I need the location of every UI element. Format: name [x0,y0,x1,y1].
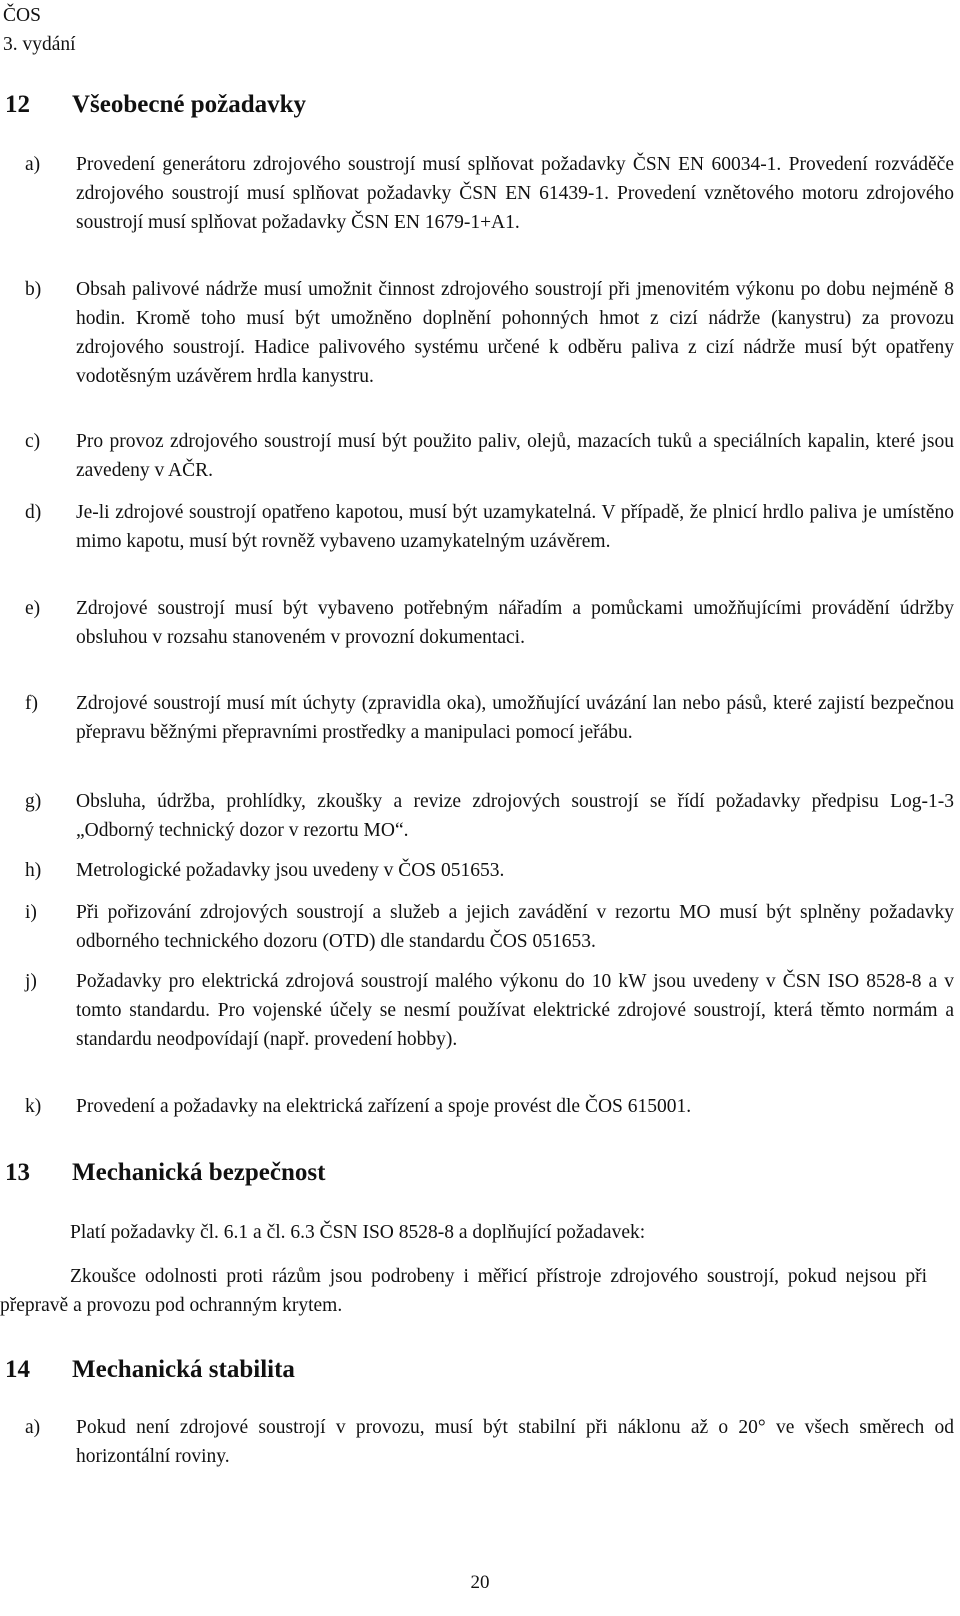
item-text: Pokud není zdrojové soustrojí v provozu, musí být stabilní při náklonu až o 20° ve všech směrech od horizontální roviny. [76,1417,954,1467]
section-number: 14 [5,1356,30,1383]
item-text: Je-li zdrojové soustrojí opatřeno kapotou, musí být uzamykatelná. V případě, že plnicí hrdlo paliva je umístěno mimo kapotu, musí být rovněž vybaveno uzamykatelným uzávěrem. [76,502,954,552]
item-text: Zdrojové soustrojí musí být vybaveno potřebným nářadím a pomůckami umožňujícími provádění údržby obsluhou v rozsahu stanoveném v provozní dokumentaci. [76,598,954,648]
list-item-12f [25,689,960,747]
section-number: 12 [5,91,30,118]
section-13-paragraph-1: Platí požadavky čl. 6.1 a čl. 6.3 ČSN ISO 8528-8 a doplňující požadavek: [70,1222,646,1243]
section-title: Mechanická stabilita [72,1356,295,1383]
item-label: a) [25,1417,41,1438]
item-text: Pro provoz zdrojového soustrojí musí být použito paliv, olejů, mazacích tuků a speciálních kapalin, které jsou zavedeny v AČR. [76,431,954,481]
section-heading-13 [5,1158,325,1188]
section-title: Mechanická bezpečnost [72,1159,326,1186]
item-label: c) [25,431,41,452]
section-13-paragraph-2: Zkoušce odolnosti proti rázům jsou podrobeny i měřicí přístroje zdrojového soustrojí, pokud nejsou při přepravě a provozu pod ochranným krytem. [0,1266,927,1316]
item-text: Provedení generátoru zdrojového soustrojí musí splňovat požadavky ČSN EN 60034-1. Provedení rozváděče zdrojového soustrojí musí splňovat požadavky ČSN EN 61439-1. Provedení vznětového motoru zdrojového soustrojí musí splňovat požadavky ČSN EN 1679-1+A1. [76,154,954,233]
list-item-12g [25,787,960,845]
item-text: Metrologické požadavky jsou uvedeny v ČOS 051653. [76,860,505,881]
list-item-12d [25,498,960,556]
item-text: Při pořizování zdrojových soustrojí a služeb a jejich zavádění v rezortu MO musí být splněny požadavky odborného technického dozoru (OTD) dle standardu ČOS 051653. [76,902,954,952]
item-label: g) [25,791,42,812]
item-text: Zdrojové soustrojí musí mít úchyty (zpravidla oka), umožňující uvázání lan nebo pásů, které zajistí bezpečnou přepravu běžnými přepravními prostředky a manipulaci pomocí jeřábu. [76,693,954,743]
header-edition: 3. vydání [3,34,76,55]
item-text: Obsah palivové nádrže musí umožnit činnost zdrojového soustrojí při jmenovitém výkonu po dobu nejméně 8 hodin. Kromě toho musí být umožněno doplnění pohonných hmot z cizí nádrže (kanystru) za provozu zdrojového soustrojí. Hadice palivového systému určené k odběru paliva z cizí nádrže musí být opatřeny vodotěsným uzávěrem hrdla kanystru. [76,279,954,387]
item-label: i) [25,902,37,923]
list-item-12k [25,1092,960,1121]
item-text: Provedení a požadavky na elektrická zařízení a spoje provést dle ČOS 615001. [76,1096,692,1117]
list-item-12h [25,856,960,885]
list-item-12i [25,898,960,956]
item-label: b) [25,279,42,300]
item-label: h) [25,860,42,881]
item-label: j) [25,971,37,992]
list-item-12c [25,427,960,485]
section-number: 13 [5,1159,30,1186]
list-item-12e [25,594,960,652]
list-item-12j [25,967,960,1054]
item-label: k) [25,1096,42,1117]
item-label: a) [25,154,41,175]
section-heading-14 [5,1355,295,1385]
list-item-14a [25,1413,960,1471]
item-text: Požadavky pro elektrická zdrojová soustrojí malého výkonu do 10 kW jsou uvedeny v ČSN ISO 8528-8 a v tomto standardu. Pro vojenské účely se nesmí používat elektrické zdrojové soustrojí, která těmto normám a standardu neodpovídají (např. provedení hobby). [76,971,954,1050]
header-standard: ČOS [3,5,41,26]
item-text: Obsluha, údržba, prohlídky, zkoušky a revize zdrojových soustrojí se řídí požadavky předpisu Log-1-3 „Odborný technický dozor v rezortu MO“. [76,791,954,841]
section-title: Všeobecné požadavky [72,91,307,118]
page-number: 20 [470,1572,490,1593]
item-label: e) [25,598,41,619]
item-label: f) [25,693,38,714]
item-label: d) [25,502,42,523]
list-item-12b [25,275,960,391]
section-heading-12 [5,90,306,120]
list-item-12a [25,150,960,237]
